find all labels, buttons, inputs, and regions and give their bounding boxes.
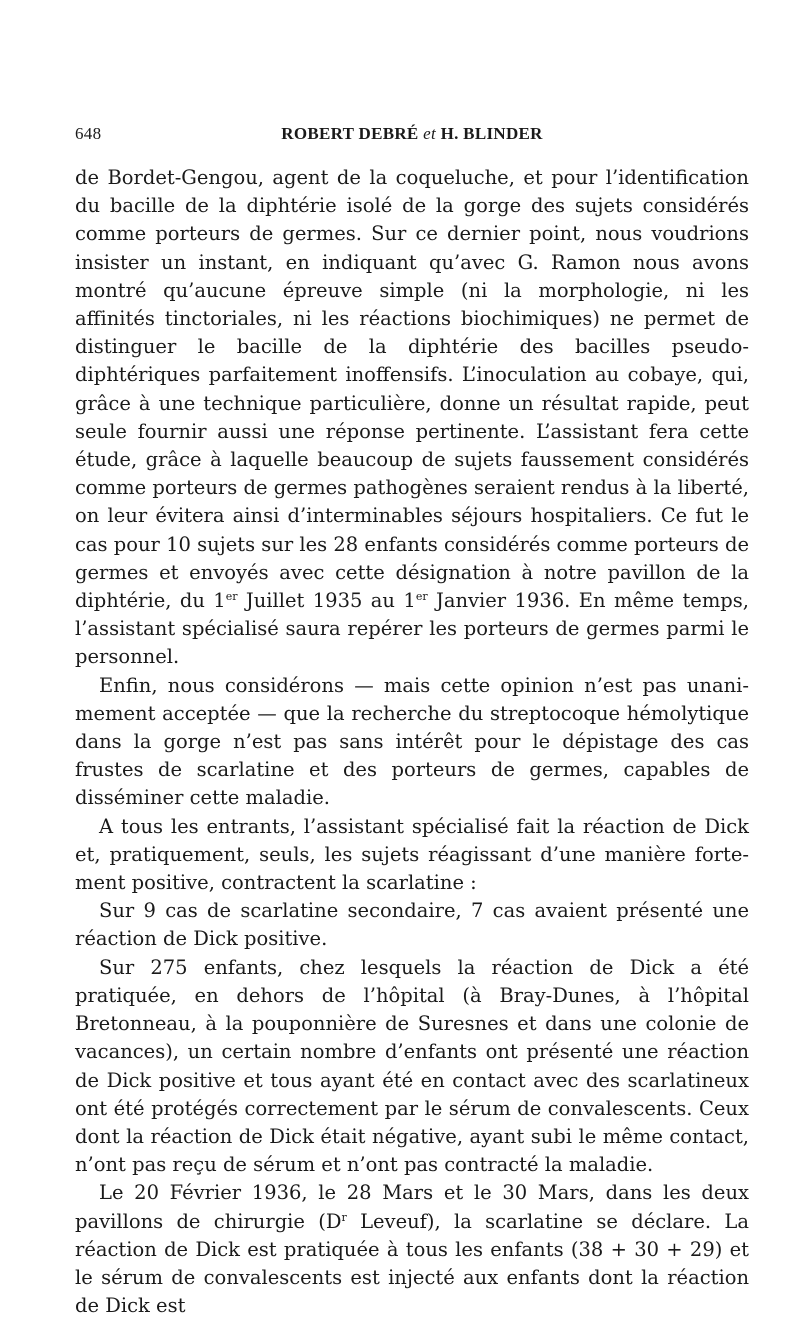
paragraph-4: Sur 9 cas de scarlatine secondaire, 7 cas avaient présenté une réaction de Dick positive. bbox=[75, 899, 749, 951]
author-name-blinder: H. BLINDER bbox=[440, 124, 543, 143]
paragraph-6-text-a: Le 20 Février 1936, le 28 Mars et le 30 Mars, dans les deux pavillons de chirurgie (D bbox=[75, 1181, 749, 1233]
paragraph-1-text-b: Juillet 1935 au 1 bbox=[237, 589, 416, 613]
superscript-er-2: er bbox=[415, 590, 428, 604]
running-header bbox=[75, 118, 749, 148]
author-name-debre: ROBERT DEBRÉ bbox=[281, 124, 419, 143]
superscript-er-1: er bbox=[225, 590, 238, 604]
author-conjunction: et bbox=[423, 124, 436, 143]
running-title bbox=[75, 124, 749, 144]
paragraph-2: Enfin, nous considérons — mais cette opinion n’est pas unanimement acceptée — que la recherche du streptocoque hémolytique dans la gorge n’est pas sans intérêt pour le dépistage des cas frustes de scarlatine et des porteurs de germes, capables de disséminer cette maladie. bbox=[75, 673, 749, 810]
superscript-r: r bbox=[341, 1210, 347, 1224]
paragraph-5: Sur 275 enfants, chez lesquels la réaction de Dick a été pratiquée, en dehors de l’hôpital (à Bray-Dunes, à l’hôpital Bretonneau, à la pouponnière de Suresnes et dans une colonie de vacances), un certain nombre d’enfants ont présenté une réaction de Dick positive et tous ayant été en contact avec des scarlatineux ont été protégés correctement par le sérum de convalescents. Ceux dont la réaction de Dick était négative, ayant subi le même contact, n’ont pas reçu de sérum et n’ont pas contracté la maladie. bbox=[75, 955, 749, 1177]
paragraph-1-text-c: Janvier 1936. En même temps, l’assistant spécialisé saura repérer les porteurs de germes parmi le personnel. bbox=[75, 589, 749, 669]
paragraph-6 bbox=[75, 1179, 749, 1320]
paragraph-1-text-a: de Bordet-Gengou, agent de la coqueluche, et pour l’identification du bacille de la diphtérie isolé de la gorge des sujets considérés comme porteurs de germes. Sur ce dernier point, nous voudrions insister un instant, en indiquant qu’avec G. Ramon nous avons montré qu’aucune épreuve simple (ni la morphologie, ni les affinités tinctoriales, ni les réactions biochimiques) ne permet de distinguer le bacille de la diphtérie des bacilles pseudo-diphtériques parfaitement inoffensifs. L’inoculation au cobaye, qui, grâce à une technique particulière, donne un résultat rapide, peut seule fournir aussi une réponse pertinente. L’assistant fera cette étude, grâce à laquelle beaucoup de sujets faussement considérés comme porteurs de germes pathogènes seraient rendus à la liberté, on leur évitera ainsi d’interminables séjours hospitaliers. Ce fut le cas pour 10 sujets sur les 28 enfants considérés comme porteurs de germes et envoyés avec cette désignation à notre pavillon de la diphtérie, du 1 bbox=[75, 166, 749, 613]
paragraph-3: A tous les entrants, l’assistant spécialisé fait la réaction de Dick et, pratiquement, seuls, les sujets réagissant d’une manière fortement positive, contractent la scarlatine : bbox=[75, 814, 749, 895]
body-text bbox=[75, 164, 749, 1320]
paragraph-1 bbox=[75, 164, 749, 672]
paragraph-6-text-b: Leveuf), la scarlatine se déclare. La réaction de Dick est pratiquée à tous les enfants (38 + 30 + 29) et le sérum de convalescents est injecté aux enfants dont la réaction de Dick est bbox=[75, 1209, 749, 1318]
document-page bbox=[75, 118, 749, 1320]
page-number: 648 bbox=[75, 124, 102, 143]
